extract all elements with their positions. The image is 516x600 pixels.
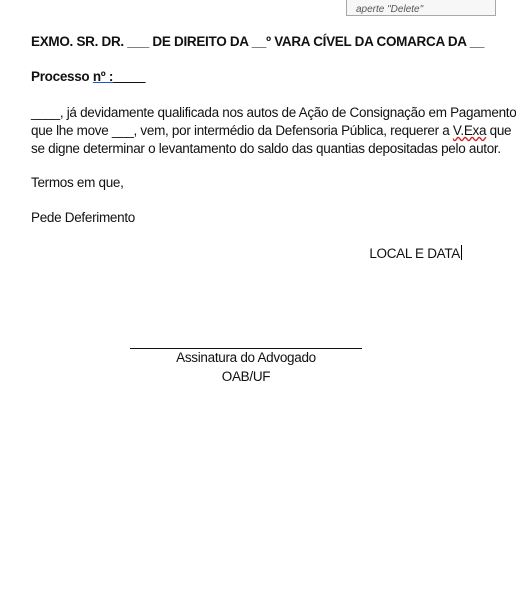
pede-deferimento: Pede Deferimento — [31, 210, 136, 225]
processo-line — [31, 69, 145, 84]
vexa-misspelled-word: V.Exa — [452, 123, 487, 138]
local-e-data[interactable] — [369, 245, 462, 261]
signature-oab: OAB/UF — [221, 369, 271, 384]
body-paragraph — [31, 104, 516, 158]
tooltip-box — [346, 0, 496, 16]
text-cursor — [461, 245, 462, 260]
processo-label: Processo — [31, 69, 93, 84]
termos-em-que: Termos em que, — [31, 175, 124, 190]
paragraph-line-2-end: que — [486, 123, 512, 138]
paragraph-line-3: se digne determinar o levantamento do saldo das quantias depositadas pelo autor. — [31, 141, 501, 156]
paragraph-line-2-start: que lhe move ___, vem, por intermédio da Defensoria Pública, requerer a — [31, 123, 453, 138]
processo-number-label: nº : — [92, 69, 114, 84]
signature-name: Assinatura do Advogado — [176, 350, 316, 365]
document-heading: EXMO. SR. DR. ___ DE DIREITO DA __º VARA CÍVEL DA COMARCA DA __ — [31, 34, 485, 49]
paragraph-line-2 — [31, 122, 512, 140]
tooltip-text: aperte "Delete" — [356, 4, 424, 15]
signature-line — [130, 348, 362, 349]
local-e-data-text: LOCAL E DATA — [369, 246, 460, 261]
processo-blank: ____ — [113, 69, 146, 84]
paragraph-line-1: ____, já devidamente qualificada nos autos de Ação de Consignação em Pagamento — [31, 105, 516, 120]
